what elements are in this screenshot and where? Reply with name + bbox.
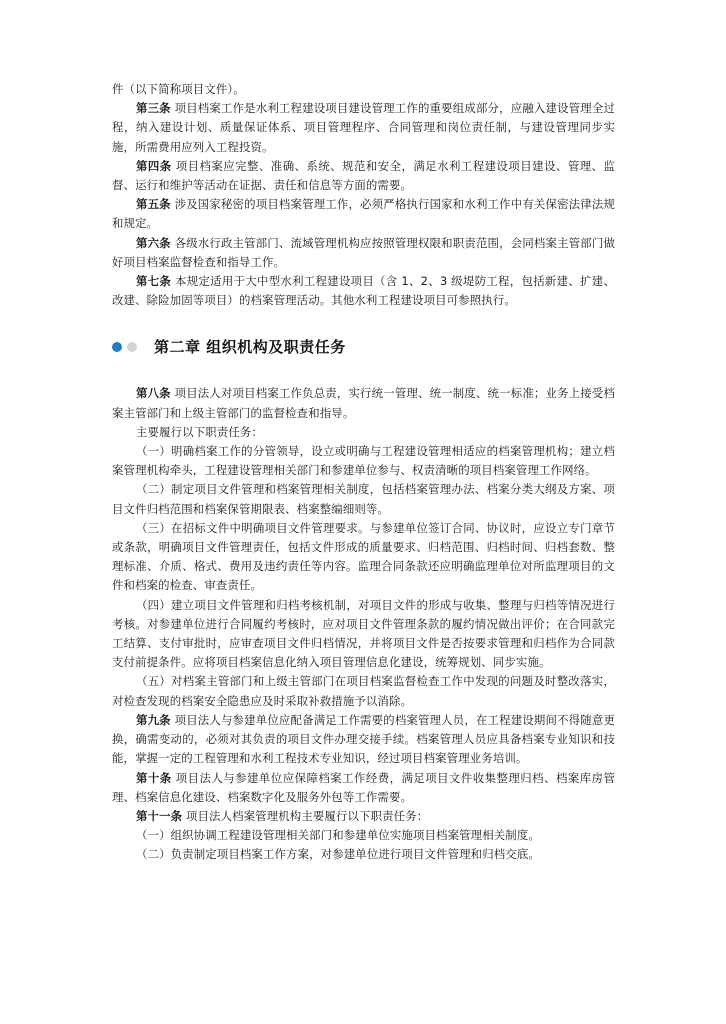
article-text: 各级水行政主管部门、流域管理机构应按照管理权限和职责范围，会同档案主管部门做好项目档案监督检查和指导工作。 xyxy=(112,235,615,269)
duty-item: （五）对档案主管部门和上级主管部门在项目档案监督检查工作中发现的问题及时整改落实，对检查发现的档案安全隐患应及时采取补救措施予以消除。 xyxy=(112,674,615,708)
article-label: 第三条 xyxy=(136,101,171,116)
article-label: 第六条 xyxy=(136,235,171,250)
article-text: 本规定适用于大中型水利工程建设项目（含 1、2、3 级堤防工程，包括新建、扩建、改建、除险加固等项目）的档案管理活动。其他水利工程建设项目可参照执行。 xyxy=(112,274,615,308)
blue-dot-icon xyxy=(112,342,122,352)
article-9 xyxy=(112,711,615,769)
article-label: 第九条 xyxy=(136,712,171,727)
duty-item: （二）制定项目文件管理和档案管理相关制度，包括档案管理办法、档案分类大纲及方案、项目文件归档范围和档案保管期限表、档案整编细则等。 xyxy=(112,482,615,516)
chapter-bullet-dots xyxy=(112,342,142,352)
article-label: 第八条 xyxy=(136,386,171,401)
duty-item: （三）在招标文件中明确项目文件管理要求。与参建单位签订合同、协议时，应设立专门章节或条款，明确项目文件管理责任，包括文件形成的质量要求、归档范围、归档时间、归档套数、整理标准、介质、格式、费用及违约责任等内容。监理合同条款还应明确监理单位对所监理项目的文件和档案的检查、审查责任。 xyxy=(112,520,615,593)
document-page xyxy=(112,80,615,865)
article-text: 项目法人与参建单位应配备满足工作需要的档案管理人员，在工程建设期间不得随意更换，确需变动的，必须对其负责的项目文件办理交接手续。档案管理人员应具备档案专业知识和技能，掌握一定的工程管理和水利工程技术专业知识，经过项目档案管理业务培训。 xyxy=(112,712,615,766)
article-text: 涉及国家秘密的项目档案管理工作，必须严格执行国家和水利工作中有关保密法律法规和规定。 xyxy=(112,197,615,231)
article-label: 第四条 xyxy=(136,158,172,173)
article-10 xyxy=(112,769,615,807)
article-text: 项目档案工作是水利工程建设项目建设管理工作的重要组成部分，应融入建设管理全过程，纳入建设计划、质量保证体系、项目管理程序、合同管理和岗位责任制，与建设管理同步实施，所需费用应列入工程投资。 xyxy=(112,101,615,154)
article-label: 第五条 xyxy=(136,197,171,212)
article-4 xyxy=(112,157,615,195)
article-text: 项目法人对项目档案工作负总责，实行统一管理、统一制度、统一标准；业务上接受档案主管部门和上级主管部门的监督检查和指导。 xyxy=(112,386,615,420)
duty-item: （一）组织协调工程建设管理相关部门和参建单位实施项目档案管理相关制度。 xyxy=(136,828,540,843)
article-text: 项目法人档案管理机构主要履行以下职责任务： xyxy=(182,808,429,823)
article-3 xyxy=(112,99,615,157)
duty-item: （一）明确档案工作的分管领导，设立或明确与工程建设管理相适应的档案管理机构；建立档案管理机构牵头，工程建设管理相关部门和参建单位参与、权责清晰的项目档案管理工作网络。 xyxy=(112,444,615,478)
duties-intro: 主要履行以下职责任务： xyxy=(136,424,263,439)
article-11 xyxy=(112,807,615,826)
article-label: 第十条 xyxy=(136,770,172,785)
article-label: 第七条 xyxy=(136,274,172,289)
paragraph-continuation: 件（以下简称项目文件）。 xyxy=(112,82,245,96)
article-8 xyxy=(112,384,615,422)
gray-dot-icon xyxy=(127,342,137,352)
article-text: 项目法人与参建单位应保障档案工作经费，满足项目文件收集整理归档、档案库房管理、档案信息化建设、档案数字化及服务外包等工作需要。 xyxy=(112,770,616,804)
chapter-heading xyxy=(112,336,615,358)
article-7 xyxy=(112,272,615,310)
article-label: 第十一条 xyxy=(136,808,183,823)
duty-item: （四）建立项目文件管理和归档考核机制，对项目文件的形成与收集、整理与归档等情况进行考核。对参建单位进行合同履约考核时，应对项目文件管理条款的履约情况做出评价；在合同款完工结算、支付审批时，应审查项目文件归档情况，并将项目文件是否按要求管理和归档作为合同款支付前提条件。应将项目档案信息化纳入项目管理信息化建设，统筹规划、同步实施。 xyxy=(112,597,615,670)
article-6 xyxy=(112,234,615,272)
article-5 xyxy=(112,195,615,233)
article-text: 项目档案应完整、准确、系统、规范和安全，满足水利工程建设项目建设、管理、监督、运行和维护等活动在证据、责任和信息等方面的需要。 xyxy=(112,158,616,193)
chapter-title: 第二章 组织机构及职责任务 xyxy=(154,337,346,356)
duty-item: （二）负责制定项目档案工作方案，对参建单位进行项目文件管理和归档交底。 xyxy=(136,847,540,862)
